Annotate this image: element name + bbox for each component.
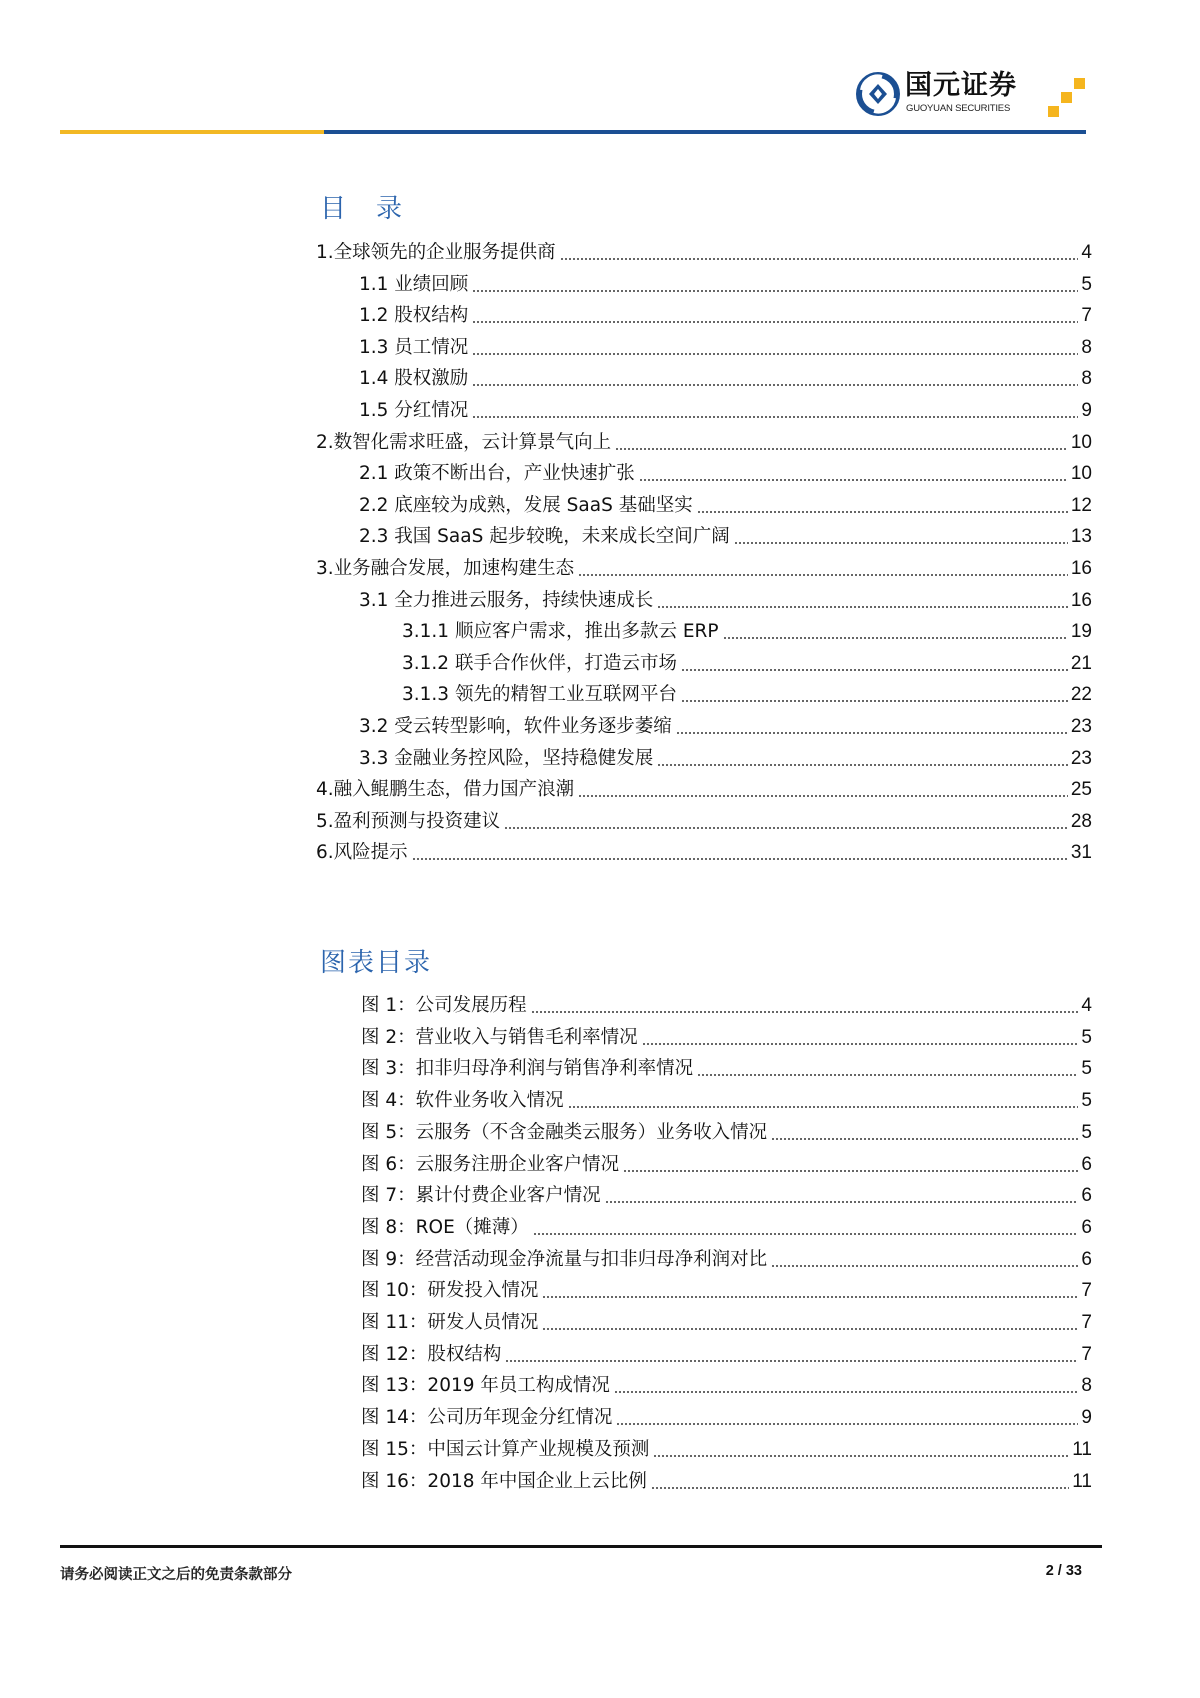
entry-title: 图 9：经营活动现金净流量与扣非归母净利润对比 xyxy=(361,1248,768,1270)
dot-leader xyxy=(605,1201,1079,1203)
entry-title: 3.1.3 领先的精智工业互联网平台 xyxy=(402,684,677,706)
dot-leader xyxy=(542,1328,1078,1330)
entry-page-number: 9 xyxy=(1081,400,1092,421)
entry-page-number: 4 xyxy=(1081,242,1092,263)
logo-square-icon xyxy=(1074,78,1085,89)
entry-page-number: 6 xyxy=(1081,1153,1092,1175)
dot-leader xyxy=(568,1106,1079,1108)
figure-entry[interactable] xyxy=(361,1026,1092,1050)
figure-entry[interactable] xyxy=(361,1153,1092,1177)
entry-page-number: 7 xyxy=(1081,1343,1092,1365)
dot-leader xyxy=(697,511,1068,513)
toc-entry[interactable] xyxy=(359,715,1092,739)
toc-entry[interactable] xyxy=(359,304,1092,328)
dot-leader xyxy=(472,416,1078,418)
entry-title: 图 2：营业收入与销售毛利率情况 xyxy=(361,1026,638,1048)
entry-title: 2.3 我国 SaaS 起步较晚，未来成长空间广阔 xyxy=(359,526,730,548)
dot-leader xyxy=(542,1296,1078,1298)
figure-entry[interactable] xyxy=(361,1121,1092,1145)
entry-page-number: 5 xyxy=(1081,1026,1092,1048)
entry-page-number: 11 xyxy=(1072,1438,1092,1460)
entry-title: 3.1.1 顺应客户需求，推出多款云 ERP xyxy=(402,621,719,643)
figure-entry[interactable] xyxy=(361,1374,1092,1398)
entry-page-number: 16 xyxy=(1070,558,1092,579)
entry-page-number: 7 xyxy=(1081,1312,1092,1333)
entry-page-number: 22 xyxy=(1070,684,1092,706)
dot-leader xyxy=(651,1487,1069,1489)
entry-page-number: 5 xyxy=(1081,1058,1092,1080)
toc-entry[interactable] xyxy=(359,494,1092,518)
toc-entry[interactable] xyxy=(316,841,1092,865)
toc-entry[interactable] xyxy=(316,778,1092,802)
toc-entry[interactable] xyxy=(359,273,1092,297)
dot-leader xyxy=(676,732,1068,734)
entry-page-number: 31 xyxy=(1070,842,1092,864)
figure-entry[interactable] xyxy=(361,1057,1092,1081)
toc-entry[interactable] xyxy=(402,683,1092,707)
footer-disclaimer: 请务必阅读正文之后的免责条款部分 xyxy=(60,1567,292,1583)
dot-leader xyxy=(472,353,1078,355)
entry-page-number: 5 xyxy=(1081,1090,1092,1112)
entry-page-number: 4 xyxy=(1081,995,1092,1016)
dot-leader xyxy=(723,637,1068,639)
entry-title: 图 13：2019 年员工构成情况 xyxy=(361,1375,610,1397)
entry-title: 图 7：累计付费企业客户情况 xyxy=(361,1185,601,1207)
page-number: 2 / 33 xyxy=(1045,1563,1082,1579)
entry-title: 图 12：股权结构 xyxy=(361,1343,502,1365)
toc-entry[interactable] xyxy=(316,557,1092,581)
entry-title: 3.1 全力推进云服务，持续快速成长 xyxy=(359,589,654,611)
entry-title: 图 11：研发人员情况 xyxy=(361,1312,539,1333)
logo-english-name: GUOYUAN SECURITIES xyxy=(906,103,1011,114)
dot-leader xyxy=(531,1011,1079,1013)
entry-title: 5.盈利预测与投资建议 xyxy=(316,810,501,832)
dot-leader xyxy=(472,290,1078,292)
entry-title: 3.3 金融业务控风险，坚持稳健发展 xyxy=(359,747,654,769)
entry-title: 1.5 分红情况 xyxy=(359,400,469,421)
entry-page-number: 6 xyxy=(1081,1185,1092,1207)
entry-title: 3.2 受云转型影响，软件业务逐步萎缩 xyxy=(359,716,672,737)
entry-page-number: 6 xyxy=(1081,1216,1092,1238)
entry-title: 1.2 股权结构 xyxy=(359,305,469,327)
entry-page-number: 11 xyxy=(1072,1470,1092,1492)
dot-leader xyxy=(472,384,1078,386)
dot-leader xyxy=(616,1423,1078,1425)
dot-leader xyxy=(657,764,1068,766)
entry-page-number: 21 xyxy=(1070,652,1092,674)
entry-title: 图 3：扣非归母净利润与销售净利率情况 xyxy=(361,1058,694,1080)
dot-leader xyxy=(560,258,1079,260)
entry-title: 2.2 底座较为成熟，发展 SaaS 基础坚实 xyxy=(359,494,693,516)
logo-square-icon xyxy=(1061,92,1072,103)
dot-leader xyxy=(615,448,1068,450)
dot-leader xyxy=(657,606,1068,608)
figure-entry[interactable] xyxy=(361,1216,1092,1240)
logo-square-icon xyxy=(1048,106,1059,117)
entry-title: 1.全球领先的企业服务提供商 xyxy=(316,242,556,263)
entry-page-number: 7 xyxy=(1081,305,1092,327)
entry-title: 图 5：云服务（不含金融类云服务）业务收入情况 xyxy=(361,1121,768,1143)
figure-entry[interactable] xyxy=(361,1311,1092,1335)
entry-page-number: 6 xyxy=(1081,1248,1092,1270)
toc-entry[interactable] xyxy=(402,652,1092,676)
figures-title: 图表目录 xyxy=(320,948,433,978)
toc-entry[interactable] xyxy=(359,589,1092,613)
figure-entry[interactable] xyxy=(361,994,1092,1018)
entry-title: 图 16：2018 年中国企业上云比例 xyxy=(361,1470,647,1492)
entry-page-number: 8 xyxy=(1081,336,1092,358)
dot-leader xyxy=(505,1360,1078,1362)
entry-title: 1.4 股权激励 xyxy=(359,368,469,390)
dot-leader xyxy=(642,1043,1079,1045)
toc-entry[interactable] xyxy=(359,525,1092,549)
entry-title: 1.3 员工情况 xyxy=(359,336,469,358)
toc-title: 目 录 xyxy=(320,194,405,224)
figure-entry[interactable] xyxy=(361,1470,1092,1494)
toc-entry[interactable] xyxy=(359,462,1092,486)
dot-leader xyxy=(412,858,1068,860)
entry-page-number: 28 xyxy=(1070,810,1092,832)
dot-leader xyxy=(734,542,1068,544)
entry-page-number: 10 xyxy=(1070,463,1092,485)
entry-title: 图 8：ROE（摊薄） xyxy=(361,1216,529,1238)
entry-title: 图 1：公司发展历程 xyxy=(361,995,527,1016)
figure-entry[interactable] xyxy=(361,1406,1092,1430)
toc-entry[interactable] xyxy=(316,810,1092,834)
header-rule-blue xyxy=(324,130,1086,134)
toc-entry[interactable] xyxy=(359,367,1092,391)
entry-page-number: 25 xyxy=(1070,779,1092,801)
entry-title: 4.融入鲲鹏生态，借力国产浪潮 xyxy=(316,779,575,801)
dot-leader xyxy=(771,1265,1078,1267)
entry-title: 3.1.2 联手合作伙伴，打造云市场 xyxy=(402,652,677,674)
entry-page-number: 7 xyxy=(1081,1280,1092,1302)
entry-page-number: 10 xyxy=(1070,431,1092,453)
header-rule-yellow xyxy=(60,130,324,134)
logo-chinese-name: 国元证券 xyxy=(905,70,1017,101)
figure-entry[interactable] xyxy=(361,1279,1092,1303)
toc-entry[interactable] xyxy=(316,241,1092,265)
figure-entry[interactable] xyxy=(361,1184,1092,1208)
dot-leader xyxy=(639,479,1068,481)
toc-entry[interactable] xyxy=(402,620,1092,644)
dot-leader xyxy=(681,700,1068,702)
dot-leader xyxy=(614,1391,1079,1393)
footer-rule xyxy=(60,1545,1102,1548)
dot-leader xyxy=(697,1074,1078,1076)
entry-page-number: 5 xyxy=(1081,1121,1092,1143)
entry-title: 图 15：中国云计算产业规模及预测 xyxy=(361,1438,650,1460)
dot-leader xyxy=(472,321,1078,323)
figure-entry[interactable] xyxy=(361,1343,1092,1367)
entry-page-number: 8 xyxy=(1081,1375,1092,1397)
entry-title: 2.数智化需求旺盛，云计算景气向上 xyxy=(316,431,612,453)
entry-page-number: 19 xyxy=(1070,621,1092,643)
entry-page-number: 9 xyxy=(1081,1407,1092,1429)
entry-title: 图 6：云服务注册企业客户情况 xyxy=(361,1153,620,1175)
dot-leader xyxy=(533,1233,1079,1235)
toc-entry[interactable] xyxy=(359,399,1092,423)
entry-page-number: 8 xyxy=(1081,368,1092,390)
entry-title: 1.1 业绩回顾 xyxy=(359,273,469,295)
entry-title: 图 4：软件业务收入情况 xyxy=(361,1090,564,1112)
entry-page-number: 12 xyxy=(1070,494,1092,516)
dot-leader xyxy=(771,1138,1078,1140)
entry-page-number: 23 xyxy=(1070,716,1092,737)
entry-title: 3.业务融合发展，加速构建生态 xyxy=(316,558,575,579)
logo-emblem-icon xyxy=(856,72,900,116)
toc-entry[interactable] xyxy=(359,747,1092,771)
dot-leader xyxy=(623,1170,1078,1172)
dot-leader xyxy=(504,827,1068,829)
figure-entry[interactable] xyxy=(361,1248,1092,1272)
dot-leader xyxy=(578,574,1068,576)
figure-entry[interactable] xyxy=(361,1438,1092,1462)
toc-entry[interactable] xyxy=(316,431,1092,455)
entry-title: 图 14：公司历年现金分红情况 xyxy=(361,1407,613,1429)
figure-entry[interactable] xyxy=(361,1089,1092,1113)
entry-title: 6.风险提示 xyxy=(316,842,408,864)
dot-leader xyxy=(578,795,1068,797)
entry-page-number: 5 xyxy=(1081,273,1092,295)
dot-leader xyxy=(653,1455,1069,1457)
entry-page-number: 13 xyxy=(1070,526,1092,548)
company-logo xyxy=(856,70,1096,118)
dot-leader xyxy=(681,669,1068,671)
entry-title: 2.1 政策不断出台，产业快速扩张 xyxy=(359,463,635,485)
entry-page-number: 16 xyxy=(1070,589,1092,611)
toc-entry[interactable] xyxy=(359,336,1092,360)
entry-title: 图 10：研发投入情况 xyxy=(361,1280,539,1302)
entry-page-number: 23 xyxy=(1070,747,1092,769)
